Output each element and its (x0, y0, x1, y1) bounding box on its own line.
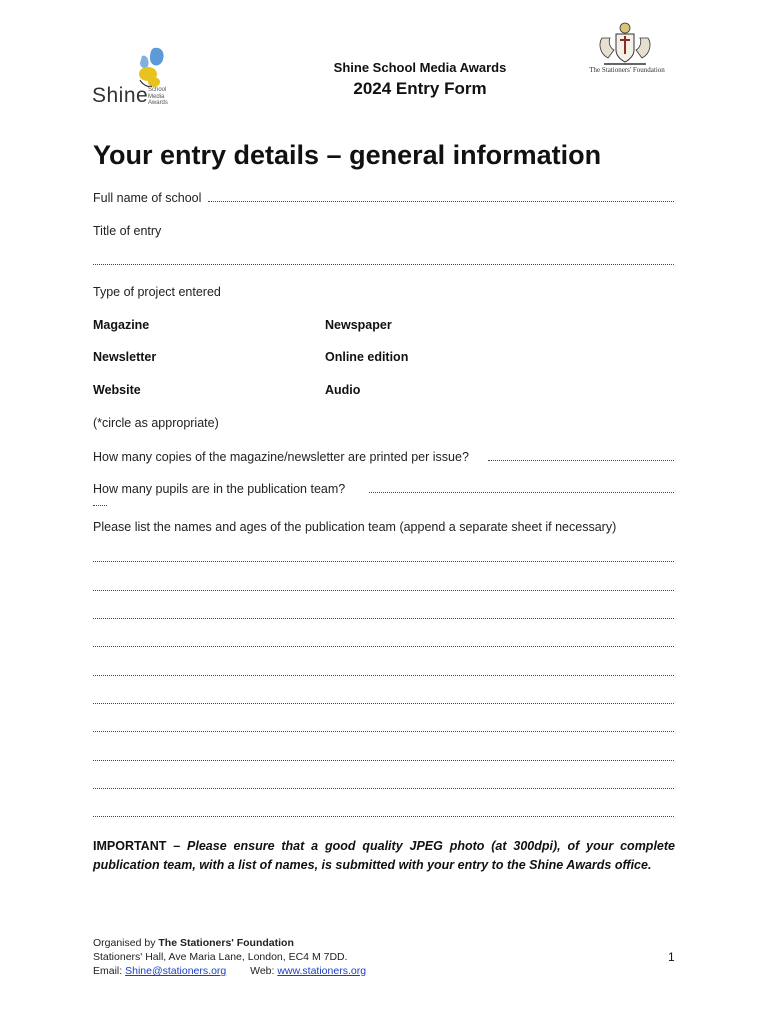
shine-logo-word: Shine (92, 84, 149, 107)
footer-email-link[interactable]: Shine@stationers.org (125, 965, 227, 977)
team-list-line[interactable] (93, 618, 674, 619)
school-input-line[interactable] (208, 201, 674, 202)
page-number: 1 (668, 950, 675, 964)
footer-organiser: The Stationers' Foundation (158, 937, 294, 949)
team-list-line[interactable] (93, 760, 674, 761)
entry-title-label: Title of entry (93, 224, 162, 238)
footer-email-label: Email: (93, 965, 123, 977)
pupils-input-line[interactable] (369, 492, 674, 493)
crest-caption: The Stationers' Foundation (589, 66, 665, 74)
team-list-line[interactable] (93, 788, 674, 789)
footer (93, 936, 366, 978)
copies-label: How many copies of the magazine/newsletter are printed per issue? (93, 450, 469, 464)
team-list-label: Please list the names and ages of the publication team (append a separate sheet if necessary) (93, 520, 617, 534)
copies-input-line[interactable] (488, 460, 674, 461)
option-magazine[interactable]: Magazine (93, 318, 150, 332)
entry-title-input-line[interactable] (93, 264, 674, 265)
team-list-line[interactable] (93, 590, 674, 591)
team-list-line[interactable] (93, 731, 674, 732)
important-notice (93, 837, 675, 875)
important-body: Please ensure that a good quality JPEG photo (at 300dpi), of your complete publication team, with a list of names, is submitted with your entry to the Shine Awards office. (93, 839, 675, 872)
option-website[interactable]: Website (93, 383, 141, 397)
circle-note: (*circle as appropriate) (93, 416, 219, 430)
shine-logo-subtitle: School Media Awards (148, 87, 168, 106)
option-audio[interactable]: Audio (325, 383, 361, 397)
team-list-line[interactable] (93, 561, 674, 562)
form-title: 2024 Entry Form (353, 79, 487, 98)
footer-contact-line (93, 964, 366, 978)
project-type-label: Type of project entered (93, 285, 221, 299)
footer-organised-line (93, 936, 366, 950)
team-list-line[interactable] (93, 646, 674, 647)
team-list-line[interactable] (93, 816, 674, 817)
section-heading: Your entry details – general information (93, 140, 602, 170)
option-online-edition[interactable]: Online edition (325, 350, 409, 364)
footer-web-link[interactable]: www.stationers.org (277, 965, 367, 977)
pupils-label: How many pupils are in the publication team? (93, 482, 346, 496)
important-lead: IMPORTANT – (93, 839, 181, 853)
option-newsletter[interactable]: Newsletter (93, 350, 157, 364)
awards-title: Shine School Media Awards (333, 60, 507, 75)
stationers-crest-logo (590, 20, 660, 68)
footer-address: Stationers' Hall, Ave Maria Lane, London, EC4 M 7DD. (93, 951, 348, 963)
team-list-line[interactable] (93, 703, 674, 704)
team-list-line[interactable] (93, 675, 674, 676)
school-label: Full name of school (93, 191, 202, 205)
footer-web-label: Web: (250, 965, 275, 977)
option-newspaper[interactable]: Newspaper (325, 318, 392, 332)
pupils-input-line-overflow (93, 505, 107, 506)
footer-organised-by: Organised by (93, 937, 156, 949)
